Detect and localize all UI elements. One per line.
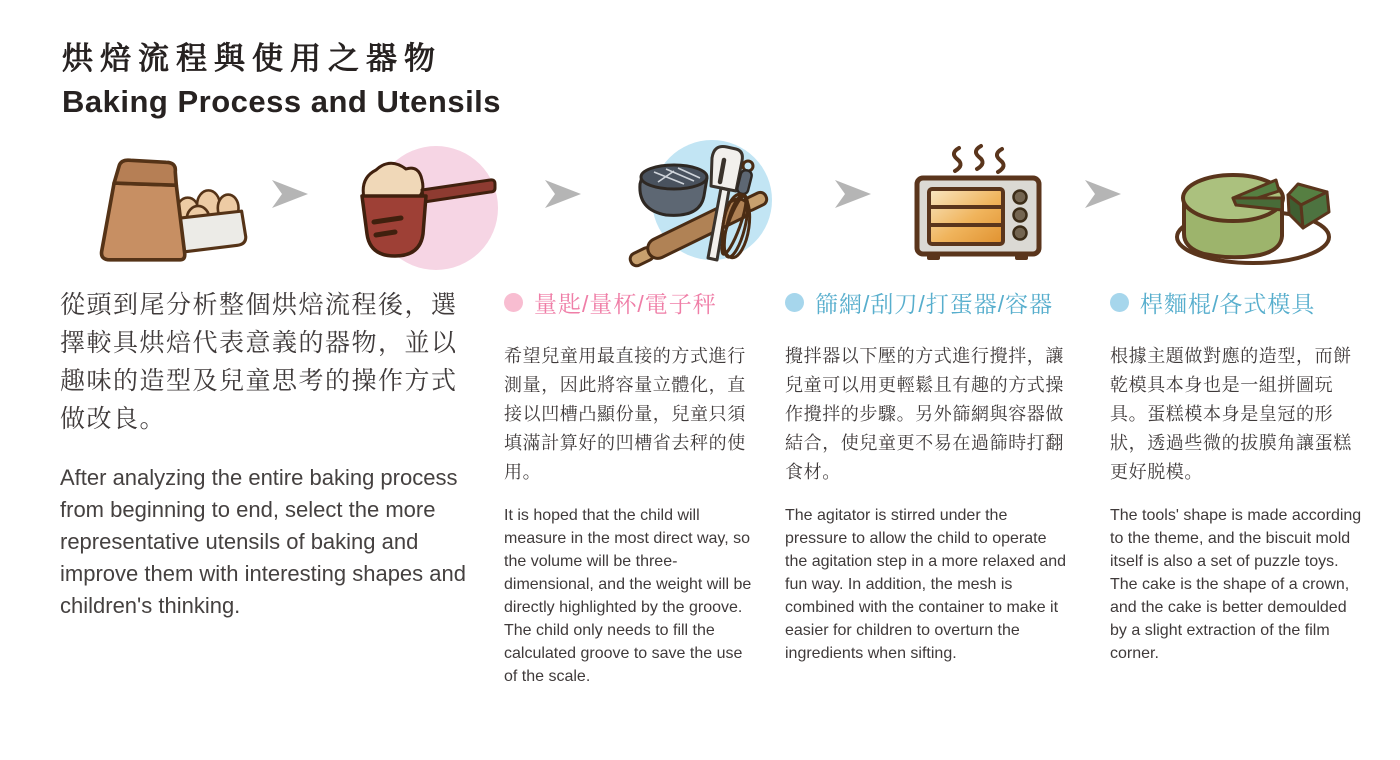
section-text-en: It is hoped that the child will measure in the most direct way, so the volume will be three-dimensional, and the weight will be directly highlighted by the groove. The child only needs to fill the calculated groove to save the use of the scale. (504, 507, 752, 685)
section-text-en: The tools' shape is made according to the theme, and the biscuit mold itself is also a set of puzzle toys. The cake is the shape of a crown, and the cake is better demoulded by a slight extraction of the film corner. (1110, 507, 1362, 662)
arrow-right-icon (835, 180, 871, 208)
page-title-block (62, 40, 501, 120)
section-text-zh: 根據主題做對應的造型，而餅乾模具本身也是一組拼圖玩具。蛋糕模本身是皇冠的形狀，透過些微的拔膜角讓蛋糕更好脱模。 (1110, 346, 1352, 482)
section-measuring (504, 286, 756, 688)
step-mixing-tools (622, 138, 782, 276)
intro-text-zh: 從頭到尾分析整個烘焙流程後，選擇較具烘焙代表意義的器物，並以趣味的造型及兒童思考的操作方式做改良。 (60, 291, 458, 433)
baking-process-flow (0, 138, 1400, 278)
oven-icon (903, 142, 1063, 274)
pink-bullet-icon (504, 293, 523, 312)
intro-column (60, 286, 474, 622)
page-title-en: Baking Process and Utensils (62, 83, 502, 119)
section-text-en: The agitator is stirred under the pressure to allow the child to operate the agitation step in a more relaxed and fun way. In addition, the mesh is combined with the container to make it easier for children to overturn the ingredients when sifting. (785, 507, 1067, 662)
step-ingredients (84, 152, 252, 264)
arrow-right-icon (1085, 180, 1121, 208)
section-heading-molds (1110, 286, 1362, 319)
section-heading-mixing (785, 286, 1067, 319)
section-mixing (785, 286, 1067, 665)
arrow-right-icon (545, 180, 581, 208)
step-finished-cake (1160, 148, 1345, 273)
section-heading-label: 桿麵棍/各式模具 (1140, 291, 1316, 317)
baking-tools-icon (622, 138, 782, 276)
measuring-cup-icon (338, 144, 503, 274)
blue-bullet-icon (1110, 293, 1129, 312)
section-text-zh: 攪拌器以下壓的方式進行攪拌，讓兒童可以用更輕鬆且有趣的方式操作攪拌的步驟。另外篩網與容器做結合，使兒童更不易在過篩時打翻食材。 (785, 346, 1064, 482)
arrow-right-icon (272, 180, 308, 208)
section-molds (1110, 286, 1362, 665)
grocery-bag-eggs-icon (84, 152, 252, 264)
section-heading-measuring (504, 286, 756, 319)
section-text-zh: 希望兒童用最直接的方式進行測量，因此將容量立體化，直接以凹槽凸顯份量，兒童只須填滿計算好的凹槽省去秤的使用。 (504, 346, 746, 482)
cake-icon (1160, 148, 1345, 273)
section-heading-label: 量匙/量杯/電子秤 (534, 291, 717, 317)
section-heading-label: 篩網/刮刀/打蛋器/容器 (815, 291, 1054, 317)
blue-bullet-icon (785, 293, 804, 312)
step-measuring (338, 144, 503, 274)
page-title-zh: 烘焙流程與使用之器物 (62, 41, 442, 76)
step-baking (903, 142, 1063, 274)
intro-text-en: After analyzing the entire baking process from beginning to end, select the more representative utensils of baking and improve them with interesting shapes and children's thinking. (60, 465, 466, 618)
